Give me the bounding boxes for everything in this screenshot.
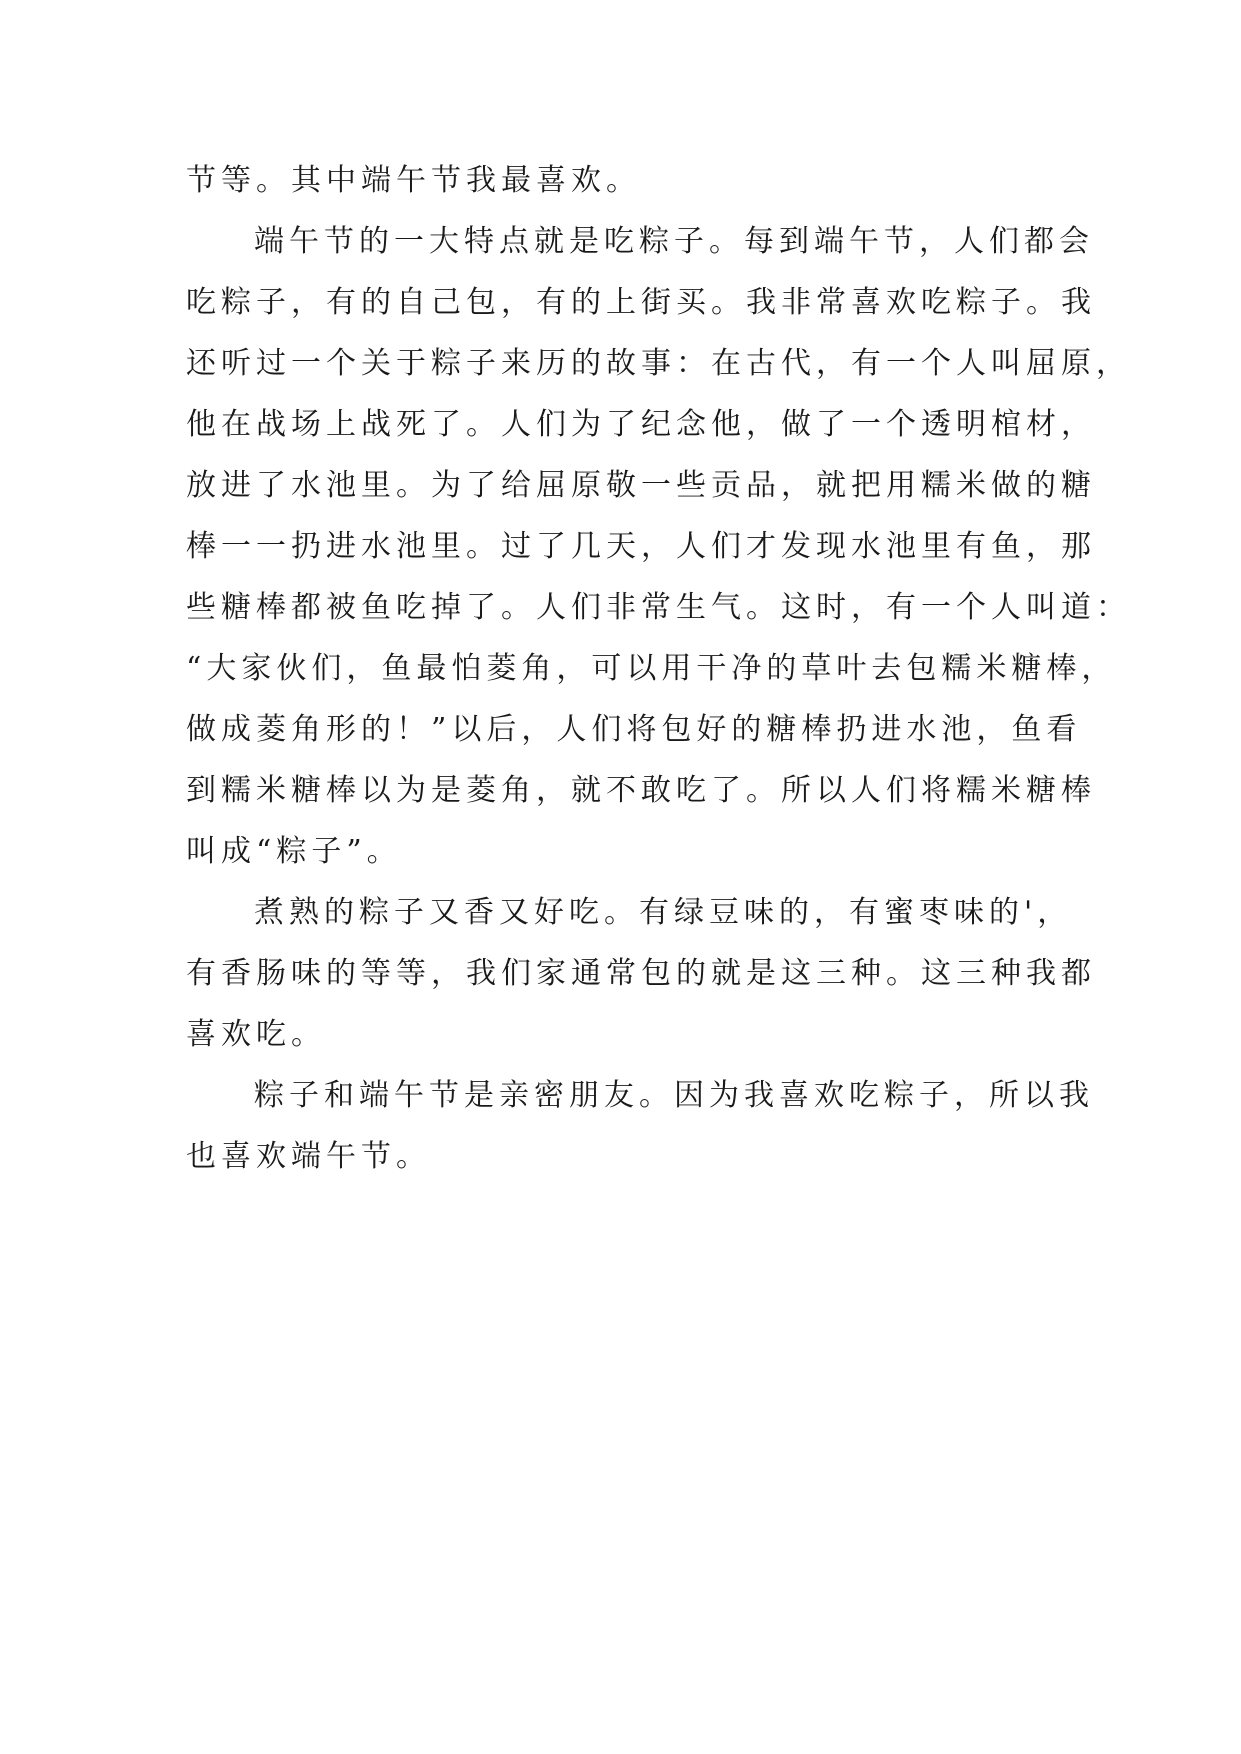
text-line: 放进了水池里。为了给屈原敬一些贡品，就把用糯米做的糖 <box>186 468 1096 503</box>
text-line: 喜欢吃。 <box>186 1017 326 1052</box>
text-line: 有香肠味的等等，我们家通常包的就是这三种。这三种我都 <box>186 956 1096 991</box>
text-line: 些糖棒都被鱼吃掉了。人们非常生气。这时，有一个人叫道： <box>186 590 1131 625</box>
text-line: 他在战场上战死了。人们为了纪念他，做了一个透明棺材， <box>186 407 1096 442</box>
text-line: 到糯米糖棒以为是菱角，就不敢吃了。所以人们将糯米糖棒 <box>186 773 1096 808</box>
text-line: 节等。其中端午节我最喜欢。 <box>186 163 641 198</box>
paragraph-start-line: 端午节的一大特点就是吃粽子。每到端午节，人们都会 <box>254 224 1094 259</box>
text-line: 棒一一扔进水池里。过了几天，人们才发现水池里有鱼，那 <box>186 529 1096 564</box>
text-line: 叫成“粽子”。 <box>186 834 402 869</box>
paragraph-start-line: 粽子和端午节是亲密朋友。因为我喜欢吃粽子，所以我 <box>254 1078 1094 1113</box>
text-line: 也喜欢端午节。 <box>186 1139 431 1174</box>
text-line: 吃粽子，有的自己包，有的上街买。我非常喜欢吃粽子。我 <box>186 285 1096 320</box>
essay-body <box>186 150 1131 1187</box>
text-line: 还听过一个关于粽子来历的故事：在古代，有一个人叫屈原， <box>186 346 1131 381</box>
text-line: 做成菱角形的！”以后，人们将包好的糖棒扔进水池，鱼看 <box>186 712 1082 747</box>
paragraph-start-line: 煮熟的粽子又香又好吃。有绿豆味的，有蜜枣味的'， <box>254 895 1073 930</box>
text-line: “大家伙们，鱼最怕菱角，可以用干净的草叶去包糯米糖棒， <box>186 651 1117 686</box>
